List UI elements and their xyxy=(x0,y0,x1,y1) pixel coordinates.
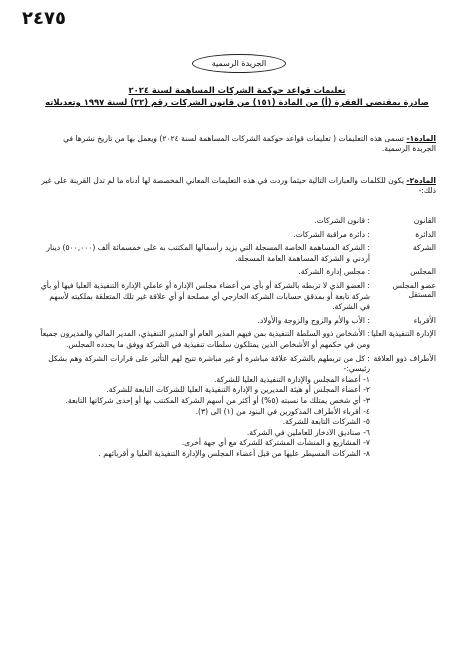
definition-term: عضو المجلس المستقل xyxy=(392,280,436,299)
document-subtitle: صادرة بمقتضى الفقرة (أ) من المادة (١٥١) من قانون الشركات رقم (٢٢) لسنة ١٩٩٧ وتعديلاته xyxy=(45,97,429,107)
definition-row xyxy=(38,243,436,264)
definition-text: : مجلس إدارة الشركة. xyxy=(298,267,370,277)
list-item: ٨- الشركات المسيطر عليها من قبل أعضاء المجلس والإدارة التنفيذية العليا و أقربائهم . xyxy=(98,448,370,458)
page-number: ٢٤٧٥ xyxy=(22,8,66,29)
definition-text xyxy=(38,354,370,460)
definition-text: : الشركة المساهمة الخاصة المسجلة التي يزيد رأسمالها المكتتب به على خمسمائة ألف (٥٠٠,٠٠٠) دينار أردني و الشركة المساهمة العامة المسجلة. xyxy=(46,243,370,263)
article-2-label: المادة٢- xyxy=(406,176,436,185)
article-2-text: يكون للكلمات والعبارات التالية حيثما وردت في هذه التعليمات المعاني المخصصة لها أدناه ما لم تدل القرينة على غير ذلك:- xyxy=(41,176,436,195)
article-2 xyxy=(38,176,436,196)
document-body xyxy=(38,84,436,462)
definition-row xyxy=(38,216,436,227)
article-1-label: المادة١- xyxy=(406,134,436,143)
definition-row xyxy=(38,329,436,350)
definition-term: القانون xyxy=(413,216,436,225)
definition-text: : الأب والأم والزوج والزوجة والأولاد. xyxy=(257,315,370,325)
list-item: ١- أعضاء المجلس والإدارة التنفيذية العليا للشركة. xyxy=(214,374,370,384)
definition-term: الإدارة التنفيذية العليا xyxy=(371,329,436,339)
definition-row xyxy=(38,354,436,460)
definition-row xyxy=(38,267,436,278)
definition-text: : العضو الذي لا تربطه بالشركة أو بأي من أعضاء مجلس الإدارة أو عاملي الإدارة التنفيذية العليا فيها أو بأي شركة تابعة أو بمدقق حسابات الشركة الخارجي أي مصلحة أو أي علاقة غير تلك المتعلقة بملكيته لأسهم في الشركة. xyxy=(40,280,370,312)
definition-row xyxy=(38,316,436,327)
related-parties-intro: : كل من تربطهم بالشركة علاقة مباشرة أو غير مباشرة تتيح لهم التأثير على قرارات الشركة وهم بشكل رئيسي:- xyxy=(48,353,370,374)
definition-text: : قانون الشركات. xyxy=(314,216,370,225)
article-1-text: تسمى هذه التعليمات ( تعليمات قواعد حوكمة الشركات المساهمة لسنة ٢٠٢٤) ويعمل بها من تاريخ نشرها في الجريدة الرسمية. xyxy=(63,134,436,153)
definition-term: الدائرة xyxy=(415,229,436,239)
definition-term: الأقرباء xyxy=(413,315,436,325)
list-item: ٤- أقرباء الأطراف المذكورين في البنود من (١) الى (٣). xyxy=(195,406,370,416)
related-parties-list xyxy=(38,375,370,460)
article-1 xyxy=(38,134,436,154)
definitions-list xyxy=(38,216,436,459)
definition-term: الأطراف ذوو العلاقة xyxy=(373,353,436,363)
list-item: ٢- أعضاء المجلس أو هيئة المديرين و الإدارة التنفيذية العليا للشركات التابعة للشركة. xyxy=(106,385,370,395)
gazette-header-label: الجريدة الرسمية xyxy=(192,54,286,73)
definition-term: المجلس xyxy=(410,267,436,277)
list-item: ٥- الشركات التابعة للشركة. xyxy=(282,417,370,427)
definition-row xyxy=(38,230,436,241)
definition-term: الشركة xyxy=(412,243,436,253)
definition-text: : دائرة مراقبة الشركات. xyxy=(293,229,370,239)
list-item: ٣- أي شخص يمتلك ما نسبته (٥%) أو أكثر من أسهم الشركة المكتتب بها أو إحدى شركاتها التابعة. xyxy=(65,395,370,405)
document-title: تعليمات قواعد حوكمة الشركات المساهمة لسنة ٢٠٢٤ xyxy=(128,85,346,95)
definition-row xyxy=(38,281,436,313)
list-item: ٦- صناديق الادخار للعاملين في الشركة. xyxy=(246,427,370,437)
definition-text: : الأشخاص ذوو السلطة التنفيذية بمن فيهم المدير العام أو المدير التنفيذي، المدير المالي والمديرون جميعاً ومن في حكمهم أو الأشخاص الذين يمتلكون سلطات تنفيذية في الشركة ووفق ما يحدده المجلس. xyxy=(40,329,370,349)
list-item: ٧- المشاريع و المنشآت المشتركة للشركة مع أي جهة أخرى. xyxy=(181,438,370,448)
